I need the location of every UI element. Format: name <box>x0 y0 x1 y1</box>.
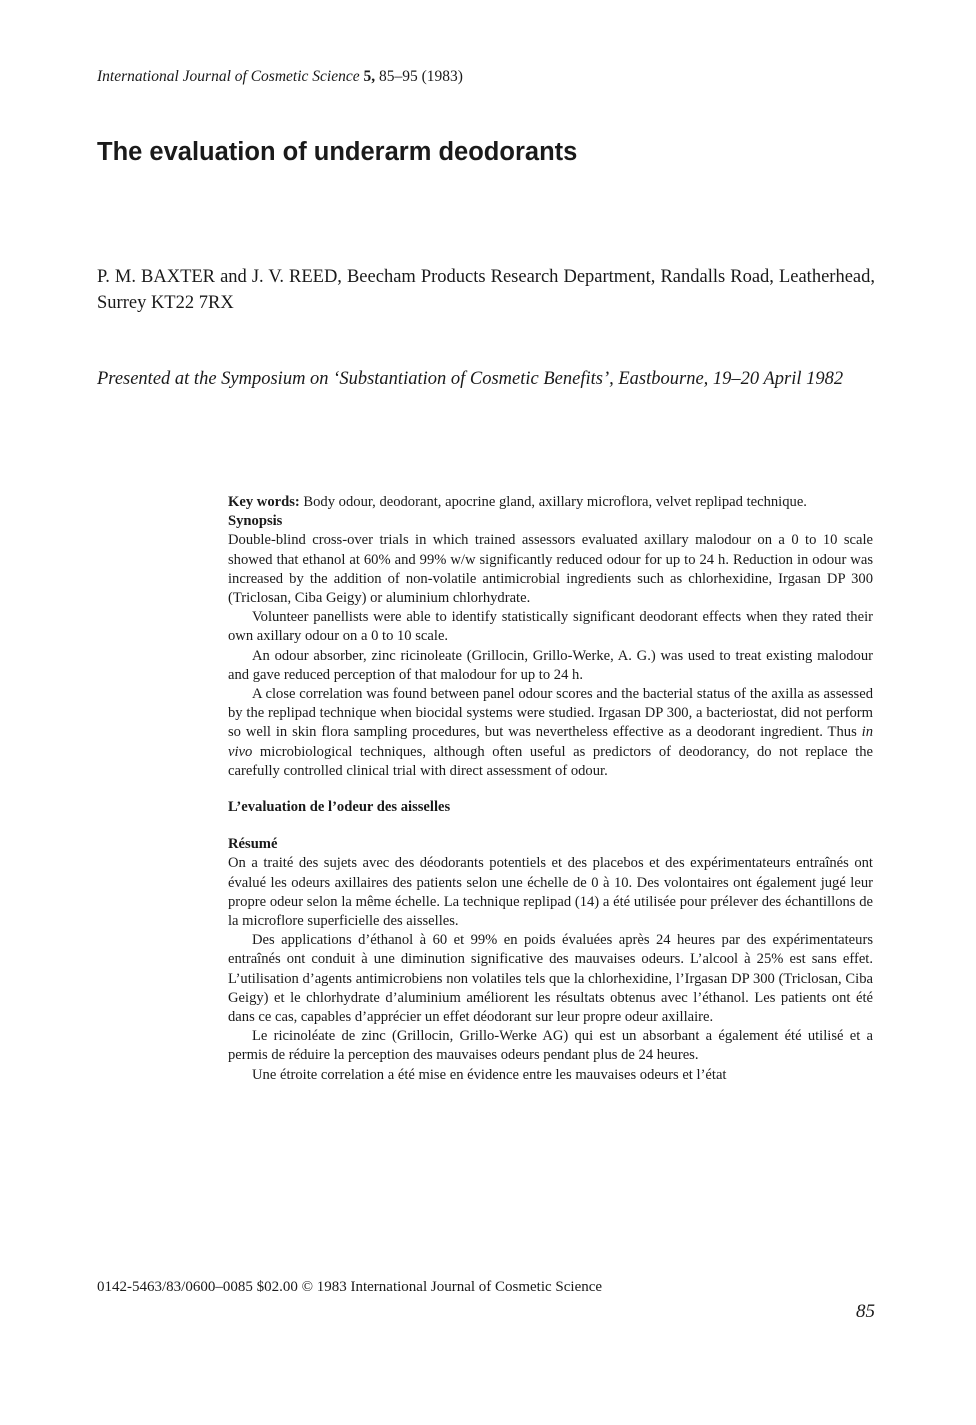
journal-pages: 85–95 (1983) <box>378 68 463 85</box>
copyright-footer: 0142-5463/83/0600–0085 $02.00 © 1983 International Journal of Cosmetic Science <box>97 1279 603 1295</box>
resume-paragraph: Une étroite correlation a été mise en évidence entre les mauvaises odeurs et l’état <box>252 1066 727 1083</box>
presentation-note: Presented at the Symposium on ‘Substantiation of Cosmetic Benefits’, Eastbourne, 19–20 April 1982 <box>97 369 844 389</box>
synopsis-paragraph: An odour absorber, zinc ricinoleate (Grillocin, Grillo-Werke, A. G.) was used to treat existing malodour and gave reduced perception of that malodour for up to 24 h. <box>228 647 873 683</box>
synopsis-paragraph: Volunteer panellists were able to identify statistically significant deodorant effects when they rated their own axillary odour on a 0 to 10 scale. <box>228 609 873 645</box>
keywords-label: Key words: <box>228 494 300 510</box>
synopsis-italic: in vivo <box>228 724 873 760</box>
synopsis-heading: Synopsis <box>228 513 283 530</box>
journal-volume: 5, <box>363 68 376 85</box>
resume-heading: Résumé <box>228 836 278 853</box>
abstract <box>228 493 873 1085</box>
synopsis-text: microbiological techniques, although often useful as predictors of deodorancy, do not replace the carefully controlled clinical trial with direct assessment of odour. <box>228 743 873 779</box>
keywords-text: Body odour, deodorant, apocrine gland, axillary microflora, velvet replipad technique. <box>303 494 807 510</box>
resume-paragraph: On a traité des sujets avec des déodorants potentiels et des placebos et des expérimentateurs entraînés ont évalué les odeurs axillaires des patients selon une échelle de 0 à 10. Des volontaires ont également jugé leur propre odeur selon la même échelle. La technique replipad (14) a été utilisée pour prélever des échantillons de la microflore superficielle des aisselles. <box>228 855 873 930</box>
page-number: 85 <box>856 1301 875 1322</box>
french-title: L’evaluation de l’odeur des aisselles <box>228 799 451 816</box>
journal-name: International Journal of Cosmetic Science <box>97 68 360 85</box>
resume-paragraph: Le ricinoléate de zinc (Grillocin, Grillo-Werke AG) qui est un absorbant a également été utilisé et a permis de réduire la perception des mauvaises odeurs pendant plus de 24 heures. <box>228 1028 873 1064</box>
synopsis-paragraph <box>228 685 873 781</box>
keywords <box>228 493 873 512</box>
journal-citation <box>97 68 463 86</box>
synopsis-paragraph: Double-blind cross-over trials in which trained assessors evaluated axillary malodour on a 0 to 10 scale showed that ethanol at 60% and 99% w/w significantly reduced odour for up to 24 h. Reduction in odour was increased by the addition of non-volatile antimicrobial ingredients such as chlorhexidine, Irgasan DP 300 (Triclosan, Ciba Geigy) or aluminium chlorhydrate. <box>228 532 873 607</box>
article-title: The evaluation of underarm deodorants <box>97 138 578 166</box>
synopsis-text: A close correlation was found between panel odour scores and the bacterial status of the axilla as assessed by the replipad technique when biocidal systems were studied. Irgasan DP 300, a bacteriostat, did not perform so well in skin flora sampling procedures, but was nevertheless effective as a deodorant ingredient. Thus <box>228 686 873 741</box>
author-affiliation: P. M. BAXTER and J. V. REED, Beecham Products Research Department, Randalls Road, Leatherhead, Surrey KT22 7RX <box>97 267 875 313</box>
resume-paragraph: Des applications d’éthanol à 60 et 99% en poids évaluées après 24 heures par des expérimentateurs entraînés ont conduit à une diminution significative des mauvaises odeurs. L’alcool à 25% est sans effet. L’utilisation d’agents antimicrobiens non volatiles tels que la chlorhexidine, l’Irgasan DP 300 (Triclosan, Ciba Geigy) et le chlorhydrate d’aluminium améliorent les résultats obtenus avec l’éthanol. Les patients ont été dans ce cas, capables d’apprécier un effet déodorant sur leur propre odeur axillaire. <box>228 932 873 1026</box>
